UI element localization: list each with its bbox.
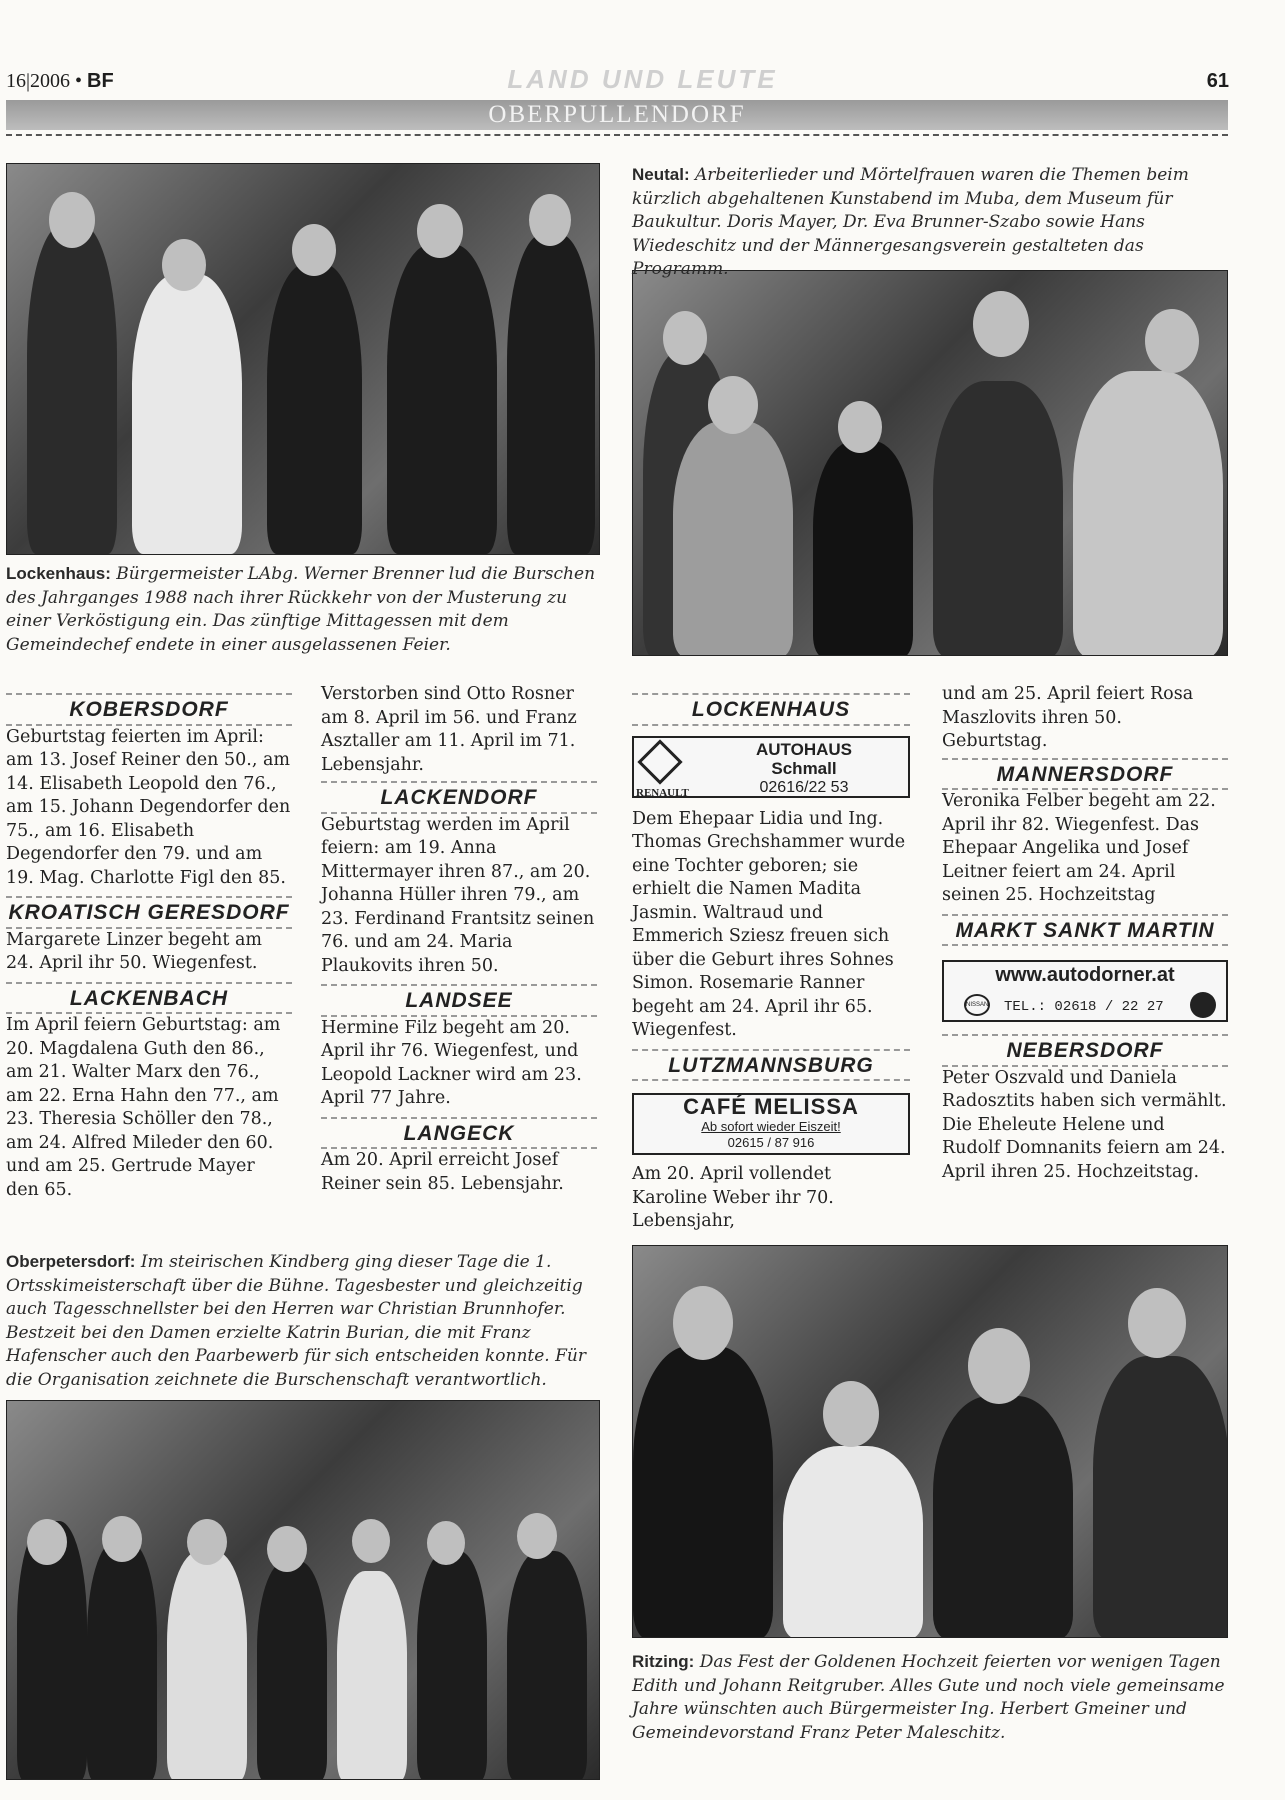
column-4 [942, 683, 1228, 1184]
text-lockenhaus-deaths: Verstorben sind Otto Rosner am 8. April im 56. und Franz Asztaller am 11. April im 71. Lebensjahr. [321, 684, 577, 775]
text-lackendorf: Geburtstag werden im April feiern: am 19. Anna Mittermayer ihren 87., am 20. Johanna Hüller ihren 79., am 23. Ferdinand Frantsitz seinen 76. und am 24. Maria Plaukovits ihren 50. [321, 814, 595, 976]
heading-langeck: LANGECK [321, 1117, 597, 1150]
heading-lutzmannsburg: LUTZMANNSBURG [632, 1049, 910, 1082]
autohaus-name: Schmall [771, 758, 837, 778]
page-number: 61 [1206, 70, 1229, 92]
text-nebersdorf: Peter Oszvald und Daniela Radosztits haben sich vermählt. Die Eheleute Helene und Rudolf Domnanits feiern am 24. April ihren 25. Hochzeitstag. [942, 1067, 1227, 1182]
neutal-caption [632, 163, 1226, 282]
cafe-slogan: Ab sofort wieder Eiszeit! [701, 1119, 841, 1134]
caption-place: Neutal: [632, 165, 690, 184]
column-3 [632, 693, 910, 1234]
cafe-phone: 02615 / 87 916 [727, 1135, 815, 1150]
autohaus-title: AUTOHAUS [755, 739, 853, 759]
text-mannersdorf: Veronika Felber begeht am 22. April ihr 82. Wiegenfest. Das Ehepaar Angelika und Josef Leitner feiert am 24. April seinen 25. Hochzeitstag [942, 791, 1216, 905]
heading-kroatisch-geresdorf: KROATISCH GERESDORF [6, 896, 292, 929]
caption-place: Oberpetersdorf: [6, 1252, 136, 1271]
nissan-logo-icon: NISSAN [964, 994, 990, 1016]
renault-logo-icon [637, 739, 682, 784]
header-divider [6, 134, 1228, 136]
text-lockenhaus: Dem Ehepaar Lidia und Ing. Thomas Grechshammer wurde eine Tochter geboren; sie erhielt die Namen Madita Jasmin. Waltraud und Emmerich Sziesz freuen sich über die Geburt ihres Sohnes Simon. Rosemarie Ranner begeht am 24. April ihr 65. Wiegenfest. [632, 808, 906, 1040]
autodorner-tel: 02618 / 22 27 [1054, 999, 1164, 1015]
caption-place: Lockenhaus: [6, 564, 111, 583]
text-lutzmannsburg-cont: und am 25. April feiert Rosa Maszlovits ihren 50. Geburtstag. [942, 684, 1194, 751]
column-1 [6, 693, 292, 1202]
cafe-melissa-ad [632, 1093, 910, 1155]
text-lackenbach: Im April feiern Geburtstag: am 20. Magdalena Guth den 86., am 21. Walter Marx den 76., am 22. Erna Hahn den 77., am 23. Theresia Schöller den 78., am 24. Alfred Mileder den 60. und am 25. Gertrude Mayer den 65. [6, 1015, 281, 1200]
heading-lockenhaus: LOCKENHAUS [632, 693, 910, 726]
autohaus-phone: 02616/22 53 [759, 778, 849, 796]
issue-separator: • [75, 70, 83, 92]
heading-markt-sankt-martin: MARKT SANKT MARTIN [942, 914, 1228, 947]
publication-name: BF [87, 70, 114, 92]
text-lutzmannsburg: Am 20. April vollendet Karoline Weber ihr 70. Lebensjahr, [632, 1164, 834, 1231]
autohaus-schmall-ad [632, 736, 910, 798]
heading-landsee: LANDSEE [321, 984, 597, 1017]
heading-mannersdorf: MANNERSDORF [942, 758, 1228, 791]
autodorner-ad [942, 960, 1228, 1022]
oberpetersdorf-caption [6, 1250, 600, 1392]
text-kobersdorf: Geburtstag feierten im April: am 13. Josef Reiner den 50., am 14. Elisabeth Leopold den 76., am 15. Johann Degendorfer den 75., am 16. Elisabeth Degendorfer den 79. und am 19. Mag. Charlotte Figl den 85. [6, 726, 291, 888]
ritzing-photo [632, 1245, 1228, 1638]
autodorner-tel-label: TEL.: [1004, 999, 1047, 1015]
section-title: LAND UND LEUTE [507, 64, 778, 94]
autodorner-url: www.autodorner.at [995, 964, 1175, 986]
caption-text: Das Fest der Goldenen Hochzeit feierten vor wenigen Tagen Edith und Johann Reitgruber. Alles Gute und noch viele gemeinsame Jahre wünschten auch Bürgermeister Ing. Herbert Gmeiner und Gemeindevorstand Franz Peter Maleschitz. [632, 1652, 1225, 1743]
caption-place: Ritzing: [632, 1652, 695, 1671]
region-bar: OBERPULLENDORF [6, 100, 1228, 130]
skoda-logo-icon [1190, 992, 1216, 1018]
heading-kobersdorf: KOBERSDORF [6, 693, 292, 726]
caption-text: Bürgermeister LAbg. Werner Brenner lud die Burschen des Jahrganges 1988 nach ihrer Rückkehr von der Musterung zu einer Verköstigung ein. Das zünftige Mittagessen mit dem Gemeindechef endete in einer ausgelassenen Feier. [6, 564, 596, 655]
heading-lackenbach: LACKENBACH [6, 982, 292, 1015]
renault-brand: RENAULT [636, 786, 689, 799]
ritzing-caption [632, 1650, 1226, 1745]
text-kroatisch-geresdorf: Margarete Linzer begeht am 24. April ihr 50. Wiegenfest. [6, 929, 263, 973]
oberpetersdorf-photo [6, 1400, 600, 1780]
issue-date: 16|2006 [6, 70, 71, 92]
caption-text: Arbeiterlieder und Mörtelfrauen waren die Themen beim kürzlich abgehaltenen Kunstabend im Muba, dem Museum für Baukultur. Doris Mayer, Dr. Eva Brunner-Szabo sowie Hans Wiedeschitz und der Männergesangsverein gestalteten das Programm. [632, 165, 1189, 279]
lockenhaus-photo [6, 163, 600, 555]
cafe-name: CAFÉ MELISSA [683, 1094, 859, 1119]
lockenhaus-caption [6, 562, 600, 657]
caption-text: Im steirischen Kindberg ging dieser Tage die 1. Ortsskimeisterschaft über die Bühne. Tagesbester und gleichzeitig auch Tagesschnellster bei den Herren war Christian Brunnhofer. Bestzeit bei den Damen erzielte Katrin Burian, die mit Franz Hafenscher auch den Paarbewerb für sich entscheiden konnte. Für die Organisation zeichnete die Burschenschaft verantwortlich. [6, 1252, 586, 1390]
text-landsee: Hermine Filz begeht am 20. April ihr 76. Wiegenfest, und Leopold Lackner wird am 23. April 77 Jahre. [321, 1017, 582, 1108]
heading-lackendorf: LACKENDORF [321, 781, 597, 814]
neutal-photo [632, 270, 1228, 656]
heading-nebersdorf: NEBERSDORF [942, 1034, 1228, 1067]
column-2 [321, 683, 597, 1196]
text-langeck: Am 20. April erreicht Josef Reiner sein 85. Lebensjahr. [321, 1150, 564, 1194]
